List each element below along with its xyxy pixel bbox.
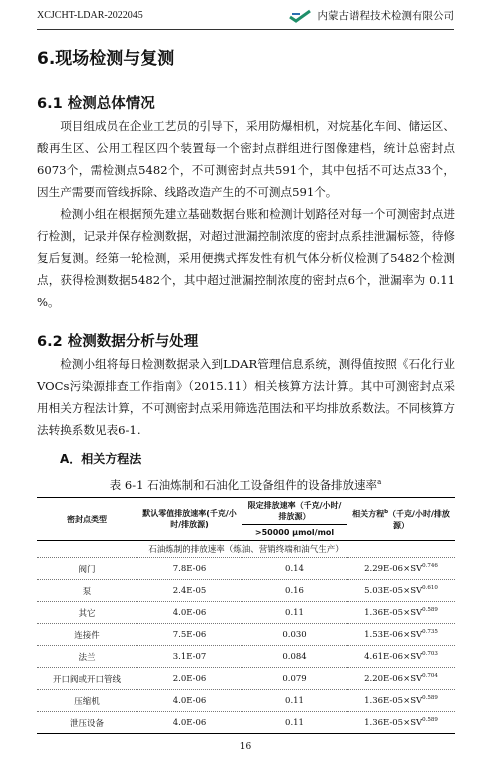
col-header-default: 默认零值排放速率(千克/小时/排放源) [137, 498, 242, 541]
table-row: 其它 4.0E-06 0.11 $1.36E-05\times SV^{0.589}$ [37, 602, 455, 624]
table-row: 法兰 3.1E-07 0.084 $4.61E-06\times SV^{0.703}$ [37, 646, 455, 668]
table-group-label: 石油炼制的排放速率（炼油、营销终端和油气生产） [37, 541, 455, 558]
table-row: 泄压设备 4.0E-06 0.11 $1.36E-05\times SV^{0.589}$ [37, 712, 455, 734]
table-row: 阀门 7.8E-06 0.14 $2.29E-06\times SV^{0.746}$ [37, 558, 455, 580]
subsection-title-6-1: 6.1 检测总体情况 [37, 96, 155, 112]
table-row: 泵 2.4E-05 0.16 $5.03E-05\times SV^{0.610}$ [37, 580, 455, 602]
method-subheading: A．相关方程法 [60, 452, 142, 466]
col-header-limit-threshold: >50000 μmol/mol [242, 525, 347, 541]
paragraph-6-2: 检测小组将每日检测数据录入到LDAR管理信息系统，测得值按照《石化行业VOCs污染源排查工作指南》（2015.11）相关核算方法计算。其中可测密封点采用相关方程法计算，不可测密封点采用筛选范围法和平均排放系数法。不同核算方法转换系数见表6-1. [37, 357, 455, 437]
page-number: 16 [239, 742, 252, 752]
table-row: 压缩机 4.0E-06 0.11 $1.36E-05\times SV^{0.589}$ [37, 690, 455, 712]
table-row: 连接件 7.5E-06 0.030 $1.53E-06\times SV^{0.735}$ [37, 624, 455, 646]
doc-id: XCJCHT-LDAR-2022045 [37, 10, 143, 21]
emission-rate-table [37, 497, 455, 734]
paragraph-6-1-a: 项目组成员在企业工艺员的引导下，采用防爆相机，对烷基化车间、储运区、酸再生区、公用工程区四个装置每一个密封点群组进行图像建档，统计总密封点6073个，需检测点5482个，不可测密封点共591个，其中包括不可达点33个，因生产需要而管线拆除、线路改造产生的不可测点591个。 [37, 119, 455, 199]
subsection-title-6-2: 6.2 检测数据分析与处理 [37, 334, 199, 350]
col-header-type: 密封点类型 [37, 498, 137, 541]
table-caption: 表 6-1 石油炼制和石油化工设备组件的设备排放速率$^a$ [109, 478, 382, 492]
company-logo-icon [288, 9, 314, 23]
paragraph-6-1-b: 检测小组在根据预先建立基础数据台账和检测计划路径对每一个可测密封点进行检测，记录并保存检测数据，对超过泄漏控制浓度的密封点系挂泄漏标签，待修复后复测。经第一轮检测，采用便携式挥发性有机气体分析仪检测了5482个检测点，获得检测数据5482个，其中超过泄漏控制浓度的密封点6个，泄漏率为 0.11 %。 [37, 207, 455, 309]
col-header-limit: 限定排放速率（千克/小时/排放源） [242, 498, 347, 525]
company-name: 内蒙古谱程技术检测有限公司 [317, 10, 454, 22]
header-divider [37, 29, 454, 30]
section-title: 6.现场检测与复测 [37, 49, 175, 69]
company-header [288, 8, 455, 23]
col-header-equation: 相关方程$^b$（千克/小时/排放源） [347, 498, 455, 541]
table-row: 开口阀或开口管线 2.0E-06 0.079 $2.20E-06\times SV^{0.704}$ [37, 668, 455, 690]
